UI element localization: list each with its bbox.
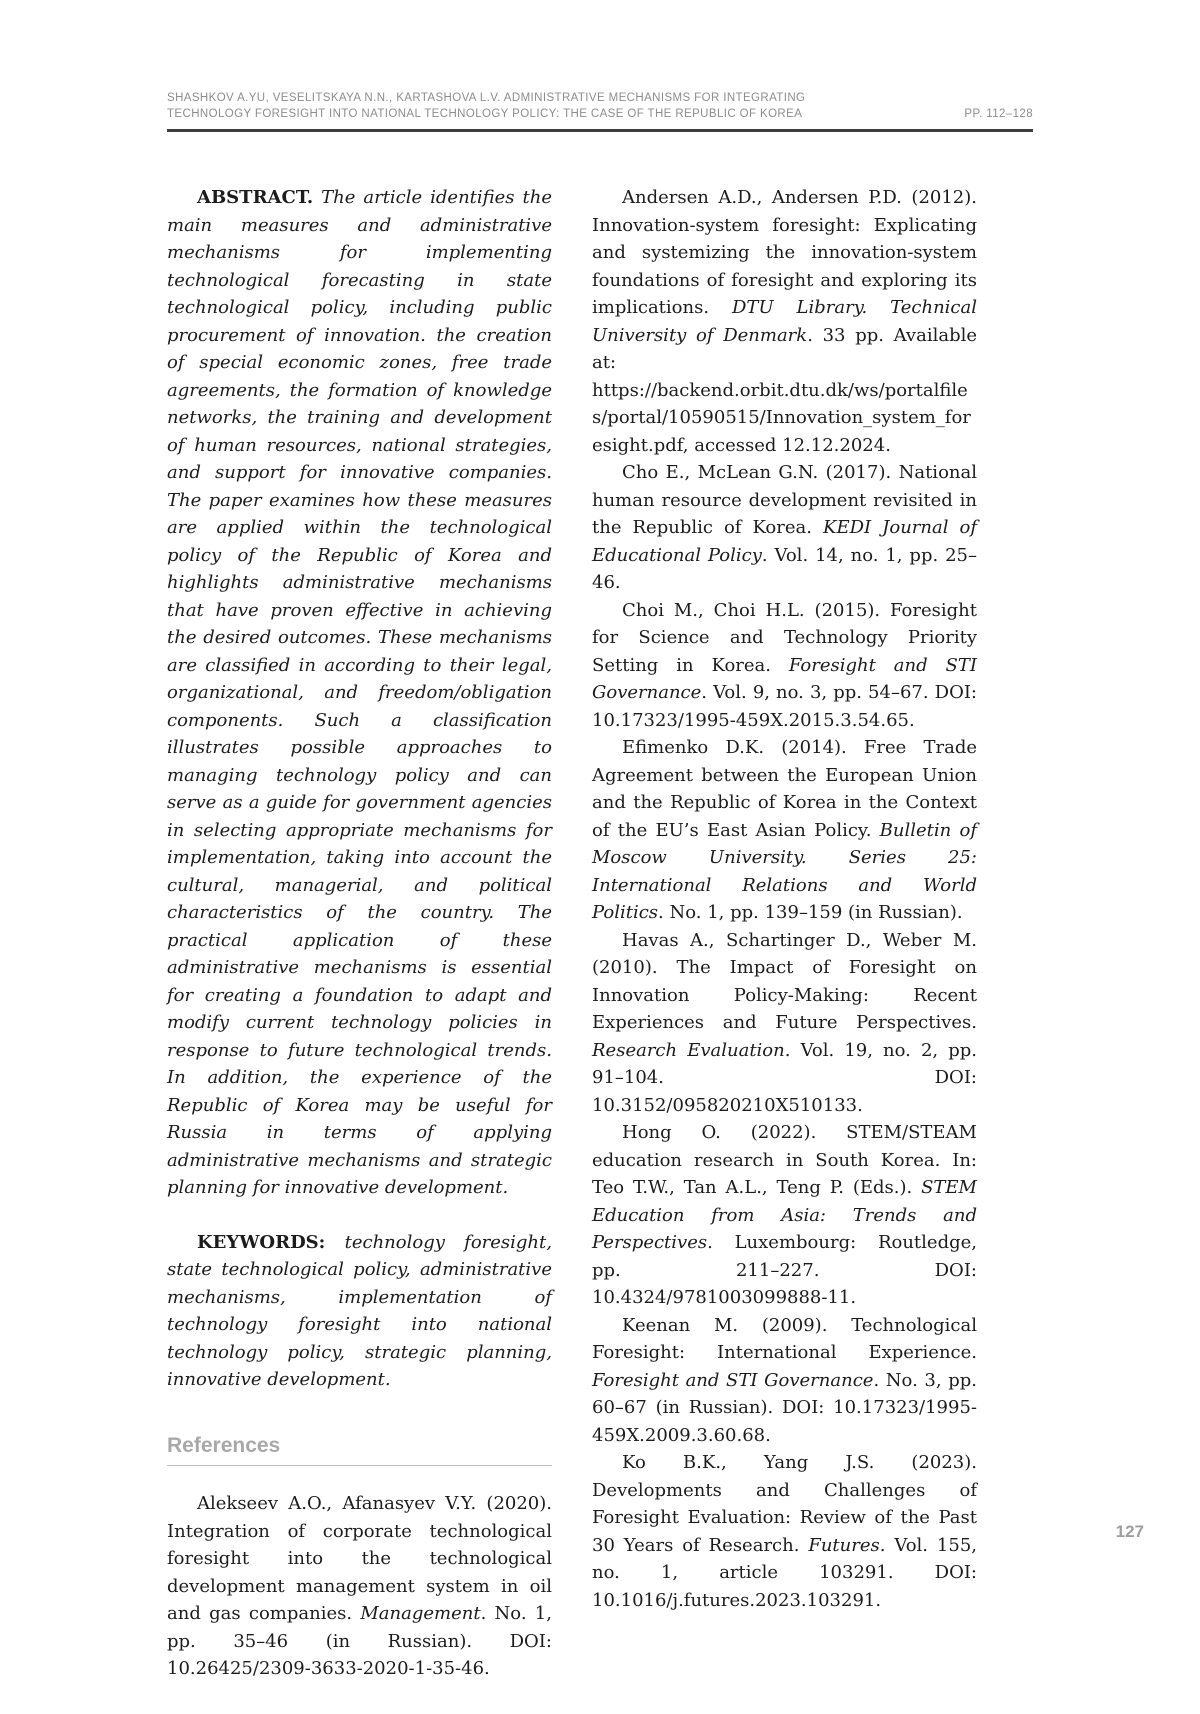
right-column	[592, 184, 977, 1683]
running-head-line1: SHASHKOV A.YU, VESELITSKAYA N.N., KARTASHOVA L.V. ADMINISTRATIVE MECHANISMS FOR INTEGRATING	[167, 92, 806, 104]
reference-item	[592, 927, 977, 1120]
running-head	[167, 90, 1033, 129]
reference-source-title: KEDI Journal of Educational Policy	[592, 517, 977, 566]
reference-text: . No. 1, pp. 139–159 (in Russian).	[658, 902, 963, 923]
reference-text: Havas A., Schartinger D., Weber M. (2010). The Impact of Foresight on Innovation Policy-Making: Recent Experiences and Future Perspectives.	[592, 929, 977, 1033]
reference-text: . Vol. 19, no. 2, pp. 91–104. DOI: 10.3152/095820210X510133.	[592, 1039, 977, 1116]
reference-text: . No. 3, pp. 60–67 (in Russian). DOI: 10.17323/1995-459X.2009.3.60.68.	[592, 1369, 977, 1446]
abstract-label: ABSTRACT.	[197, 187, 314, 208]
reference-text: Choi M., Choi H.L. (2015). Foresight for Science and Technology Priority Setting in Korea.	[592, 599, 977, 676]
reference-text: Alekseev A.O., Afanasyev V.Y. (2020). Integration of corporate technological foresight into the technological development management system in oil and gas companies.	[167, 1493, 552, 1624]
reference-source-title: Research Evaluation	[592, 1039, 785, 1061]
references-list-left	[167, 1490, 552, 1683]
reference-text: . 33 pp. Available at: https://backend.orbit.dtu.dk/ws/portalfiles/portal/10590515/Innovation_system_foresight.pdf, accessed 12.12.2024.	[592, 324, 977, 456]
two-column-body	[167, 184, 977, 1683]
reference-source-title: Bulletin of Moscow University. Series 25: International Relations and World Politics	[592, 819, 977, 923]
reference-text: . Vol. 155, no. 1, article 103291. DOI: 10.1016/j.futures.2023.103291.	[592, 1534, 977, 1611]
keywords-label: KEYWORDS:	[197, 1231, 326, 1253]
reference-item	[592, 734, 977, 927]
reference-item	[592, 1312, 977, 1450]
keywords-paragraph	[167, 1229, 552, 1394]
abstract-paragraph	[167, 184, 552, 1202]
reference-text: . Luxembourg: Routledge, pp. 211–227. DOI: 10.4324/9781003099888-11.	[592, 1232, 977, 1308]
reference-item	[592, 459, 977, 597]
reference-text: . Vol. 9, no. 3, pp. 54–67. DOI: 10.17323/1995-459X.2015.3.54.65.	[592, 682, 977, 731]
page-range-label: PP. 112–128	[964, 108, 1033, 120]
reference-text: Keenan M. (2009). Technological Foresight: International Experience.	[592, 1314, 977, 1363]
reference-source-title: Management	[360, 1603, 481, 1624]
reference-text: Hong O. (2022). STEM/STEAM education research in South Korea. In: Teo T.W., Tan A.L., Teng P. (Eds.).	[592, 1122, 977, 1198]
reference-source-title: Foresight and STI Governance	[592, 654, 977, 703]
running-head-line2: TECHNOLOGY FORESIGHT INTO NATIONAL TECHNOLOGY POLICY: THE CASE OF THE REPUBLIC OF KOREA	[167, 108, 803, 120]
page-number: 127	[1115, 1522, 1144, 1541]
references-heading: References	[167, 1433, 281, 1457]
reference-source-title: Futures	[808, 1534, 880, 1556]
reference-text: Cho E., McLean G.N. (2017). National human resource development revisited in the Republic of Korea.	[592, 462, 977, 538]
abstract-text: The article identifies the main measures and administrative mechanisms for implementing technological forecasting in state technological policy, including public procurement of innovation. the creation of special economic zones, free trade agreements, the formation of knowledge networks, the training and development of human resources, national strategies, and support for innovative companies. The paper examines how these measures are applied within the technological policy of the Republic of Korea and highlights administrative mechanisms that have proven effective in achieving the desired outcomes. These mechanisms are classified in according to their legal, organizational, and freedom/obligation components. Such a classification illustrates possible approaches to managing technology policy and can serve as a guide for government agencies in selecting appropriate mechanisms for implementation, taking into account the cultural, managerial, and political characteristics of the country. The practical application of these administrative mechanisms is essential for creating a foundation to adapt and modify current technology policies in response to future technological trends. In addition, the experience of the Republic of Korea may be useful for Russia in terms of applying administrative mechanisms and strategic planning for innovative development.	[167, 187, 552, 1198]
references-list-right	[592, 184, 977, 1614]
references-heading-rule	[167, 1465, 552, 1466]
reference-source-title: STEM Education from Asia: Trends and Perspectives	[592, 1177, 977, 1253]
running-head-text	[167, 90, 805, 122]
reference-text: . No. 1, pp. 35–46 (in Russian). DOI: 10.26425/2309-3633-2020-1-35-46.	[167, 1603, 552, 1679]
left-column	[167, 184, 552, 1683]
reference-source-title: DTU Library. Technical University of Denmark	[592, 297, 978, 346]
reference-text: Ko B.K., Yang J.S. (2023). Developments and Challenges of Foresight Evaluation: Review of the Past 30 Years of Research.	[592, 1452, 977, 1556]
reference-text: Efimenko D.K. (2014). Free Trade Agreement between the European Union and the Republic of Korea in the Context of the EU’s East Asian Policy.	[592, 737, 977, 841]
reference-source-title: Foresight and STI Governance	[592, 1369, 874, 1391]
page-content	[167, 90, 1144, 1683]
reference-item	[592, 597, 977, 735]
reference-item	[167, 1490, 552, 1683]
reference-text: Andersen A.D., Andersen P.D. (2012). Innovation-system foresight: Explicating and systemizing the innovation-system foundations of foresight and exploring its implications.	[592, 187, 977, 318]
page-header	[167, 90, 1033, 132]
keywords-text: technology foresight, state technological policy, administrative mechanisms, implementation of technology foresight into national technology policy, strategic planning, innovative development.	[167, 1231, 552, 1390]
header-rule	[167, 129, 1033, 132]
reference-item	[592, 1119, 977, 1312]
reference-text: . Vol. 14, no. 1, pp. 25–46.	[592, 544, 977, 593]
reference-item	[592, 184, 977, 459]
